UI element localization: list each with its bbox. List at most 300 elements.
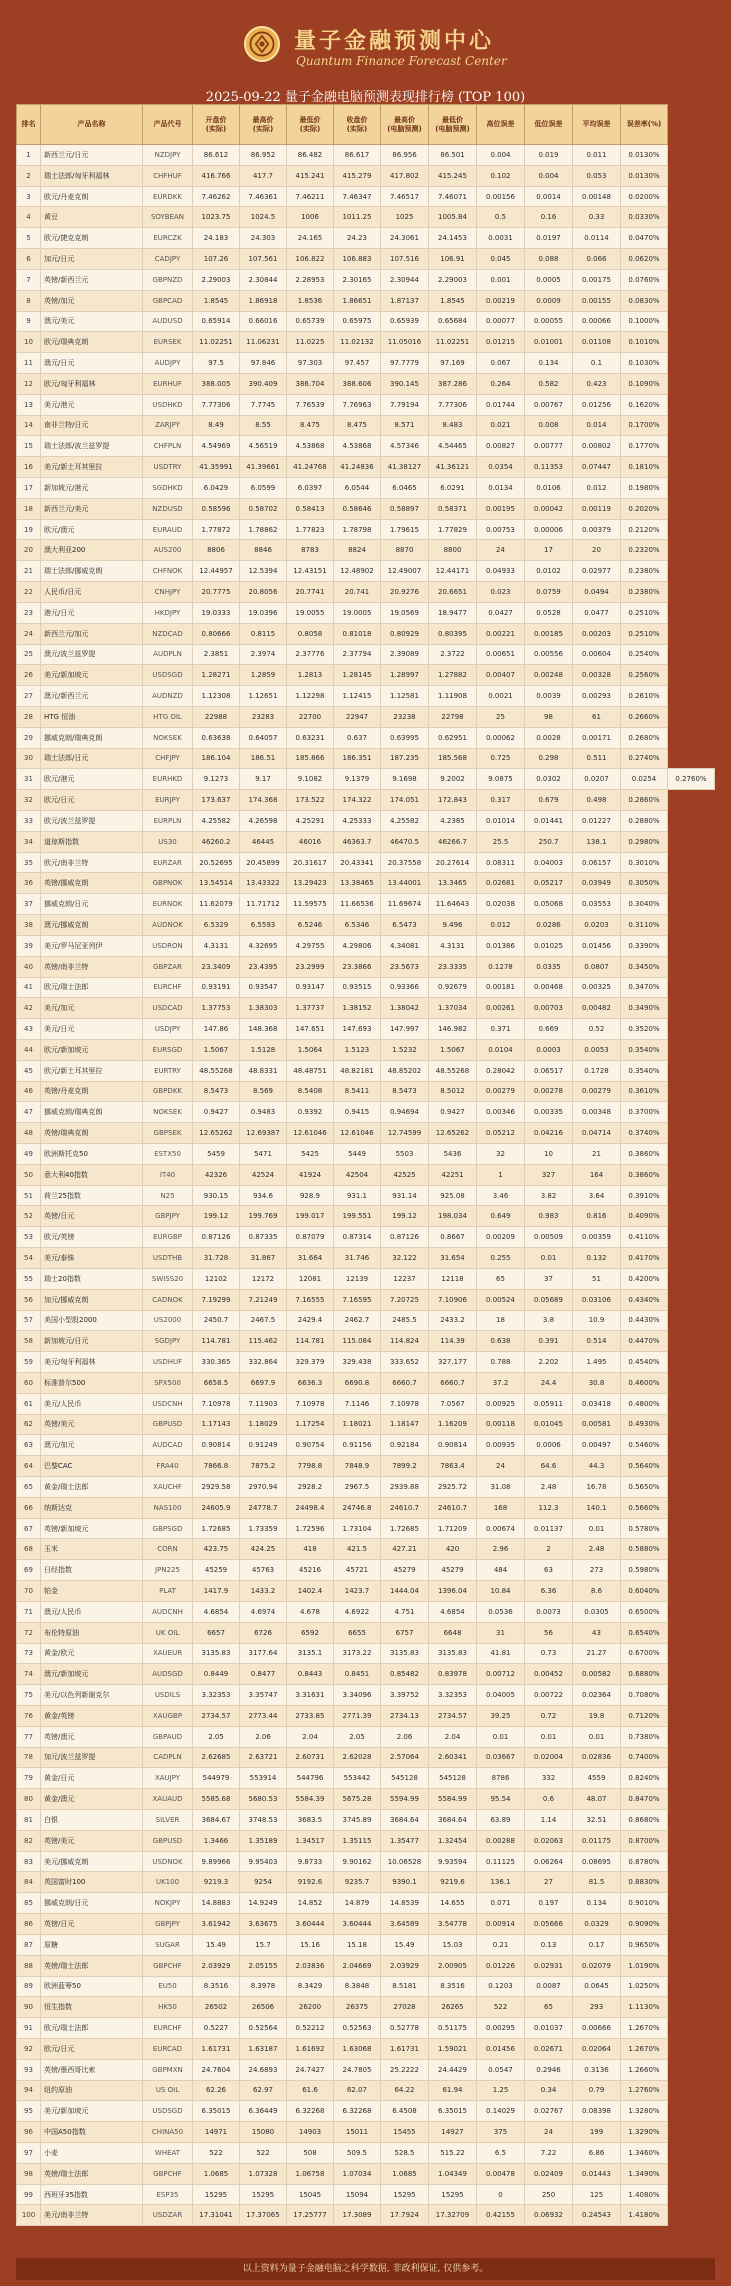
low-actual-cell: 2.60731: [287, 1747, 334, 1768]
rank-cell: 8: [17, 290, 41, 311]
low-actual-cell: 1006: [287, 207, 334, 228]
low-predicted-cell: 7.10906: [429, 1289, 477, 1310]
open-actual-cell: 3135.83: [193, 1643, 240, 1664]
error-rate-cell: 0.0130%: [621, 145, 668, 166]
avg-error-cell: 43: [573, 1622, 621, 1643]
product-name-cell: 瑞士法郎/日元: [41, 748, 143, 769]
open-actual-cell: 86.612: [193, 145, 240, 166]
rank-cell: 95: [17, 2101, 41, 2122]
product-code-cell: EURGBP: [143, 1227, 193, 1248]
high-actual-cell: 2773.44: [240, 1705, 287, 1726]
close-actual-cell: 12.48902: [334, 561, 381, 582]
high-actual-cell: 9.95403: [240, 1851, 287, 1872]
low-error-cell: 0.0286: [525, 915, 573, 936]
avg-error-cell: 0.00175: [573, 269, 621, 290]
avg-error-cell: 44.3: [573, 1456, 621, 1477]
column-header: 产品代号: [143, 105, 193, 145]
error-rate-cell: 0.0130%: [621, 165, 668, 186]
low-actual-cell: 22700: [287, 706, 334, 727]
product-name-cell: 欧元/新加坡元: [41, 1039, 143, 1060]
open-actual-cell: 2.05: [193, 1726, 240, 1747]
page-title: 2025-09-22 量子金融电脑预测表现排行榜 (TOP 100): [205, 90, 526, 105]
low-error-cell: 0.73: [525, 1643, 573, 1664]
low-actual-cell: 386.704: [287, 373, 334, 394]
error-rate-cell: 1.2760%: [621, 2080, 668, 2101]
close-actual-cell: 20.43341: [334, 852, 381, 873]
avg-error-cell: 0.79: [573, 2080, 621, 2101]
high-error-cell: 0.0536: [477, 1601, 525, 1622]
product-code-cell: SUGAR: [143, 1934, 193, 1955]
open-actual-cell: 9.1273: [193, 769, 240, 790]
avg-error-cell: 8.6: [573, 1581, 621, 1602]
low-actual-cell: 3.60444: [287, 1914, 334, 1935]
close-actual-cell: 115.084: [334, 1331, 381, 1352]
table-row: [17, 1539, 715, 1560]
open-actual-cell: 17.31041: [193, 2205, 240, 2226]
low-actual-cell: 4.53868: [287, 436, 334, 457]
product-name-cell: 纽约原油: [41, 2080, 143, 2101]
product-name-cell: 澳元/加元: [41, 1435, 143, 1456]
product-name-cell: 铂金: [41, 1581, 143, 1602]
high-predicted-cell: 0.85482: [381, 1664, 429, 1685]
rank-cell: 74: [17, 1664, 41, 1685]
low-predicted-cell: 3135.83: [429, 1643, 477, 1664]
error-rate-cell: 0.2510%: [621, 623, 668, 644]
high-predicted-cell: 417.802: [381, 165, 429, 186]
low-error-cell: 2.202: [525, 1352, 573, 1373]
product-code-cell: EURNOK: [143, 894, 193, 915]
avg-error-cell: 0.0305: [573, 1601, 621, 1622]
header: [0, 0, 731, 120]
open-actual-cell: 41.35991: [193, 457, 240, 478]
low-error-cell: 0.05666: [525, 1914, 573, 1935]
high-predicted-cell: 11.05016: [381, 332, 429, 353]
high-predicted-cell: 4.57346: [381, 436, 429, 457]
product-code-cell: US2000: [143, 1310, 193, 1331]
low-actual-cell: 20.7741: [287, 582, 334, 603]
rank-cell: 93: [17, 2059, 41, 2080]
close-actual-cell: 174.322: [334, 790, 381, 811]
avg-error-cell: 0.07447: [573, 457, 621, 478]
avg-error-cell: 0.132: [573, 1248, 621, 1269]
product-name-cell: 澳元/挪威克朗: [41, 915, 143, 936]
low-predicted-cell: 31.654: [429, 1248, 477, 1269]
error-rate-cell: 0.3540%: [621, 1039, 668, 1060]
high-error-cell: 0.0021: [477, 686, 525, 707]
rank-cell: 88: [17, 1955, 41, 1976]
high-predicted-cell: 545128: [381, 1768, 429, 1789]
rank-cell: 59: [17, 1352, 41, 1373]
error-rate-cell: 1.4180%: [621, 2205, 668, 2226]
high-error-cell: 39.25: [477, 1705, 525, 1726]
close-actual-cell: 4.25333: [334, 811, 381, 832]
high-predicted-cell: 6.4508: [381, 2101, 429, 2122]
open-actual-cell: 26502: [193, 1997, 240, 2018]
error-rate-cell: 0.2560%: [621, 665, 668, 686]
product-code-cell: EURTRY: [143, 1060, 193, 1081]
high-predicted-cell: 0.52778: [381, 2018, 429, 2039]
high-actual-cell: 4.56519: [240, 436, 287, 457]
low-predicted-cell: 24.4429: [429, 2059, 477, 2080]
low-predicted-cell: 48.55268: [429, 1060, 477, 1081]
ranking-table: [16, 104, 715, 2226]
high-error-cell: 25.5: [477, 831, 525, 852]
table-row: [17, 436, 715, 457]
product-code-cell: EURHUF: [143, 373, 193, 394]
product-name-cell: 欧元/新土耳其里拉: [41, 1060, 143, 1081]
low-error-cell: 0.00335: [525, 1102, 573, 1123]
rank-cell: 63: [17, 1435, 41, 1456]
avg-error-cell: 0.03949: [573, 873, 621, 894]
avg-error-cell: 0.24543: [573, 2205, 621, 2226]
error-rate-cell: 0.3110%: [621, 915, 668, 936]
error-rate-cell: 0.3050%: [621, 873, 668, 894]
error-rate-cell: 0.3860%: [621, 1144, 668, 1165]
high-predicted-cell: 42525: [381, 1164, 429, 1185]
avg-error-cell: 0.33: [573, 207, 621, 228]
high-error-cell: 0.00118: [477, 1414, 525, 1435]
error-rate-cell: 0.1010%: [621, 332, 668, 353]
product-code-cell: USDRON: [143, 935, 193, 956]
high-actual-cell: 1.5128: [240, 1039, 287, 1060]
rank-cell: 66: [17, 1497, 41, 1518]
low-error-cell: 0.298: [525, 748, 573, 769]
close-actual-cell: 62.07: [334, 2080, 381, 2101]
table-row: [17, 1164, 715, 1185]
close-actual-cell: 23.3866: [334, 956, 381, 977]
high-actual-cell: 11.71712: [240, 894, 287, 915]
close-actual-cell: 12.61046: [334, 1123, 381, 1144]
rank-cell: 29: [17, 727, 41, 748]
high-error-cell: 31: [477, 1622, 525, 1643]
error-rate-cell: 0.9090%: [621, 1914, 668, 1935]
table-row: [17, 873, 715, 894]
product-name-cell: 美元/港元: [41, 394, 143, 415]
table-row: [17, 1248, 715, 1269]
low-predicted-cell: 106.91: [429, 249, 477, 270]
product-code-cell: USDTHB: [143, 1248, 193, 1269]
high-predicted-cell: 8.5181: [381, 1976, 429, 1997]
error-rate-cell: 0.2380%: [621, 582, 668, 603]
high-actual-cell: 42524: [240, 1164, 287, 1185]
close-actual-cell: 4.53868: [334, 436, 381, 457]
rank-cell: 9: [17, 311, 41, 332]
low-predicted-cell: 1005.84: [429, 207, 477, 228]
low-predicted-cell: 8.483: [429, 415, 477, 436]
rank-cell: 64: [17, 1456, 41, 1477]
high-predicted-cell: 0.93366: [381, 977, 429, 998]
product-code-cell: USDSGD: [143, 2101, 193, 2122]
product-code-cell: EURCAD: [143, 2038, 193, 2059]
table-row: [17, 186, 715, 207]
high-error-cell: 0.00261: [477, 998, 525, 1019]
error-rate-cell: 0.4340%: [621, 1289, 668, 1310]
high-error-cell: 0.264: [477, 373, 525, 394]
error-rate-cell: 0.4600%: [621, 1372, 668, 1393]
product-code-cell: EURDKK: [143, 186, 193, 207]
high-predicted-cell: 8870: [381, 540, 429, 561]
low-error-cell: 0.05911: [525, 1393, 573, 1414]
error-rate-cell: 1.3490%: [621, 2163, 668, 2184]
close-actual-cell: 46363.7: [334, 831, 381, 852]
product-code-cell: CHFHUF: [143, 165, 193, 186]
product-name-cell: 欧元/丹麦克朗: [41, 186, 143, 207]
high-predicted-cell: 7899.2: [381, 1456, 429, 1477]
high-error-cell: 0.00181: [477, 977, 525, 998]
close-actual-cell: 6.32268: [334, 2101, 381, 2122]
close-actual-cell: 2771.39: [334, 1705, 381, 1726]
product-code-cell: SILVER: [143, 1810, 193, 1831]
open-actual-cell: 147.86: [193, 1019, 240, 1040]
avg-error-cell: 0.00171: [573, 727, 621, 748]
avg-error-cell: 51: [573, 1268, 621, 1289]
high-error-cell: 0.00935: [477, 1435, 525, 1456]
low-error-cell: 0.05068: [525, 894, 573, 915]
high-error-cell: 0.00156: [477, 186, 525, 207]
high-actual-cell: 5471: [240, 1144, 287, 1165]
error-rate-cell: 0.8680%: [621, 1810, 668, 1831]
low-predicted-cell: 26265: [429, 1997, 477, 2018]
table-row: [17, 1518, 715, 1539]
high-actual-cell: 2467.5: [240, 1310, 287, 1331]
error-rate-cell: 0.6540%: [621, 1622, 668, 1643]
high-predicted-cell: 4.25582: [381, 811, 429, 832]
low-predicted-cell: 86.501: [429, 145, 477, 166]
product-name-cell: 黄金/英镑: [41, 1705, 143, 1726]
avg-error-cell: 0.00379: [573, 519, 621, 540]
table-row: [17, 249, 715, 270]
rank-cell: 23: [17, 602, 41, 623]
avg-error-cell: 125: [573, 2184, 621, 2205]
low-actual-cell: 86.482: [287, 145, 334, 166]
open-actual-cell: 2.03929: [193, 1955, 240, 1976]
avg-error-cell: 0.0477: [573, 602, 621, 623]
product-name-cell: 澳大利亚200: [41, 540, 143, 561]
product-code-cell: FRA40: [143, 1456, 193, 1477]
rank-cell: 49: [17, 1144, 41, 1165]
open-actual-cell: 5459: [193, 1144, 240, 1165]
high-actual-cell: 4.6974: [240, 1601, 287, 1622]
error-rate-cell: 0.1620%: [621, 394, 668, 415]
low-actual-cell: 15.16: [287, 1934, 334, 1955]
rank-cell: 65: [17, 1477, 41, 1498]
product-code-cell: US OIL: [143, 2080, 193, 2101]
high-error-cell: 0.071: [477, 1893, 525, 1914]
table-row: [17, 1768, 715, 1789]
high-actual-cell: 424.25: [240, 1539, 287, 1560]
open-actual-cell: 12.44957: [193, 561, 240, 582]
table-row: [17, 956, 715, 977]
low-predicted-cell: 6660.7: [429, 1372, 477, 1393]
avg-error-cell: 0.00359: [573, 1227, 621, 1248]
close-actual-cell: 8.3848: [334, 1976, 381, 1997]
high-error-cell: 0.004: [477, 145, 525, 166]
low-error-cell: 3.8: [525, 1310, 573, 1331]
error-rate-cell: 0.3450%: [621, 956, 668, 977]
product-code-cell: N25: [143, 1185, 193, 1206]
error-rate-cell: 0.1000%: [621, 311, 668, 332]
avg-error-cell: 0.00155: [573, 290, 621, 311]
open-actual-cell: 2.29003: [193, 269, 240, 290]
high-error-cell: 65: [477, 1268, 525, 1289]
close-actual-cell: 5449: [334, 1144, 381, 1165]
rank-cell: 79: [17, 1768, 41, 1789]
high-actual-cell: 97.846: [240, 353, 287, 374]
high-actual-cell: 3.63675: [240, 1914, 287, 1935]
high-predicted-cell: 12.49007: [381, 561, 429, 582]
low-error-cell: 2.48: [525, 1477, 573, 1498]
low-predicted-cell: 1.77829: [429, 519, 477, 540]
product-name-cell: 美元/以色列新谢克尔: [41, 1685, 143, 1706]
table-row: [17, 1581, 715, 1602]
high-error-cell: 0.045: [477, 249, 525, 270]
avg-error-cell: 293: [573, 1997, 621, 2018]
error-rate-cell: 0.0330%: [621, 207, 668, 228]
product-name-cell: 英镑/日元: [41, 1914, 143, 1935]
low-predicted-cell: 0.90814: [429, 1435, 477, 1456]
low-predicted-cell: 4.2385: [429, 811, 477, 832]
table-row: [17, 1810, 715, 1831]
error-rate-cell: 0.8240%: [621, 1768, 668, 1789]
low-actual-cell: 4.678: [287, 1601, 334, 1622]
table-row: [17, 311, 715, 332]
rank-cell: 60: [17, 1372, 41, 1393]
product-code-cell: AUDNZD: [143, 686, 193, 707]
product-name-cell: HTG 恒油: [41, 706, 143, 727]
high-predicted-cell: 147.997: [381, 1019, 429, 1040]
low-actual-cell: 9192.6: [287, 1872, 334, 1893]
high-actual-cell: 1.73359: [240, 1518, 287, 1539]
avg-error-cell: 0.816: [573, 1206, 621, 1227]
low-predicted-cell: 9.93594: [429, 1851, 477, 1872]
high-actual-cell: 8.3978: [240, 1976, 287, 1997]
low-error-cell: 0.00777: [525, 436, 573, 457]
product-code-cell: EURZAR: [143, 852, 193, 873]
product-code-cell: NOKSEK: [143, 1102, 193, 1123]
low-predicted-cell: 0.65684: [429, 311, 477, 332]
high-predicted-cell: 20.37558: [381, 852, 429, 873]
avg-error-cell: 0.0114: [573, 228, 621, 249]
avg-error-cell: 0.00582: [573, 1664, 621, 1685]
rank-cell: 54: [17, 1248, 41, 1269]
error-rate-cell: 1.2670%: [621, 2018, 668, 2039]
low-error-cell: 0.01: [525, 1248, 573, 1269]
product-name-cell: 挪威克朗/瑞典克朗: [41, 1102, 143, 1123]
low-actual-cell: 1.17254: [287, 1414, 334, 1435]
high-error-cell: 0.023: [477, 582, 525, 603]
column-header: 平均误差: [573, 105, 621, 145]
table-row: [17, 1872, 715, 1893]
open-actual-cell: 4.25582: [193, 811, 240, 832]
low-predicted-cell: 1.8545: [429, 290, 477, 311]
low-error-cell: 0.02063: [525, 1830, 573, 1851]
high-error-cell: 484: [477, 1560, 525, 1581]
error-rate-cell: 0.5650%: [621, 1477, 668, 1498]
rank-cell: 89: [17, 1976, 41, 1997]
open-actual-cell: 0.9427: [193, 1102, 240, 1123]
open-actual-cell: 1.72685: [193, 1518, 240, 1539]
close-actual-cell: 6655: [334, 1622, 381, 1643]
high-predicted-cell: 9.1698: [381, 769, 429, 790]
high-error-cell: 0.00674: [477, 1518, 525, 1539]
low-error-cell: 0.582: [525, 373, 573, 394]
high-predicted-cell: 13.44001: [381, 873, 429, 894]
ranking-table-wrapper: [16, 104, 715, 2226]
low-actual-cell: 6636.3: [287, 1372, 334, 1393]
high-actual-cell: 6.5593: [240, 915, 287, 936]
avg-error-cell: 0.06157: [573, 852, 621, 873]
low-predicted-cell: 3.32353: [429, 1685, 477, 1706]
table-row: [17, 602, 715, 623]
open-actual-cell: 4.3131: [193, 935, 240, 956]
product-name-cell: 小麦: [41, 2143, 143, 2164]
product-name-cell: 欧洲蓝筹50: [41, 1976, 143, 1997]
table-row: [17, 686, 715, 707]
close-actual-cell: 509.5: [334, 2143, 381, 2164]
high-predicted-cell: 2485.5: [381, 1310, 429, 1331]
product-name-cell: 英镑/美元: [41, 1414, 143, 1435]
low-error-cell: 0.00452: [525, 1664, 573, 1685]
open-actual-cell: 423.75: [193, 1539, 240, 1560]
low-predicted-cell: 7.46071: [429, 186, 477, 207]
avg-error-cell: 0.00348: [573, 1102, 621, 1123]
low-error-cell: 0.00278: [525, 1081, 573, 1102]
close-actual-cell: 8.475: [334, 415, 381, 436]
high-error-cell: 37.2: [477, 1372, 525, 1393]
table-row: [17, 207, 715, 228]
close-actual-cell: 19.0005: [334, 602, 381, 623]
high-predicted-cell: 3135.83: [381, 1643, 429, 1664]
high-error-cell: 136.1: [477, 1872, 525, 1893]
high-error-cell: 0.0547: [477, 2059, 525, 2080]
low-error-cell: 0.0197: [525, 228, 573, 249]
column-header: 误差率(%): [621, 105, 668, 145]
open-actual-cell: 8.49: [193, 415, 240, 436]
table-row: [17, 457, 715, 478]
open-actual-cell: 23.3409: [193, 956, 240, 977]
low-actual-cell: 3.31631: [287, 1685, 334, 1706]
product-code-cell: USDZAR: [143, 2205, 193, 2226]
product-name-cell: 日经指数: [41, 1560, 143, 1581]
open-actual-cell: 0.87126: [193, 1227, 240, 1248]
product-name-cell: 英镑/墨西哥比索: [41, 2059, 143, 2080]
high-actual-cell: 12172: [240, 1268, 287, 1289]
low-predicted-cell: 1.16209: [429, 1414, 477, 1435]
avg-error-cell: 0.00148: [573, 186, 621, 207]
high-error-cell: 0.28042: [477, 1060, 525, 1081]
high-error-cell: 0.00295: [477, 2018, 525, 2039]
close-actual-cell: 1.5123: [334, 1039, 381, 1060]
high-actual-cell: 1.78862: [240, 519, 287, 540]
high-error-cell: 0: [477, 2184, 525, 2205]
close-actual-cell: 9.90162: [334, 1851, 381, 1872]
low-error-cell: 0.134: [525, 353, 573, 374]
product-code-cell: GBPDKK: [143, 1081, 193, 1102]
close-actual-cell: 0.52563: [334, 2018, 381, 2039]
low-actual-cell: 1.61692: [287, 2038, 334, 2059]
rank-cell: 82: [17, 1830, 41, 1851]
low-error-cell: 0.72: [525, 1705, 573, 1726]
low-error-cell: 56: [525, 1622, 573, 1643]
high-predicted-cell: 2939.88: [381, 1477, 429, 1498]
close-actual-cell: 1.18021: [334, 1414, 381, 1435]
open-actual-cell: 1.5067: [193, 1039, 240, 1060]
low-predicted-cell: 4.54465: [429, 436, 477, 457]
product-name-cell: 英国富时100: [41, 1872, 143, 1893]
product-code-cell: NOKJPY: [143, 1893, 193, 1914]
low-error-cell: 0.0009: [525, 290, 573, 311]
rank-cell: 58: [17, 1331, 41, 1352]
